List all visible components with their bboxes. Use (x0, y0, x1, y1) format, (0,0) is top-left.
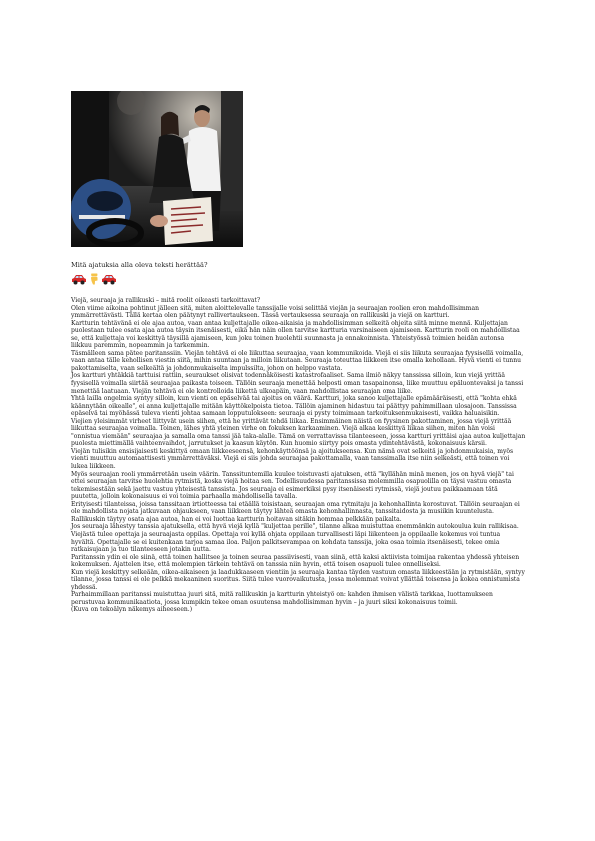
article-photo (71, 91, 243, 247)
photo-illustration (71, 91, 243, 247)
article-body (71, 297, 526, 614)
article-paragraph: Erityisesti tilanteissa, joissa tanssitaan irtiotteessa tai etäällä toisistaan, seuraajan oma rytmitaju ja kehonhallinta korostuvat. Tällöin seuraajan ei ole mahdollista nojata jatkuvaan ohjaukseen, vaan liikkeen täytyy lähteä omasta kehonhallinnasta, tanssitaidosta ja musiikin kuuntelusta. Rallikuskin täytyy osata ajaa autoa, han ei voi luottaa kartturin hoitavan sitäkin hommaa pelkkään paikalta. (71, 500, 520, 523)
article-paragraph: Kartturin tehtävänä ei ole ajaa autoa, vaan antaa kuljettajalle oikea-aikaisia ja mahdollisimman selkeitä ohjeita siitä minne mennä. Kuljettajan puolestaan tulee osata ajaa autoa täysin itsenäisesti, eikä hän näin ollen tarvitse kartturia varsinaiseen ajamiseen. Kartturin rooli on mahdollistaa se, että kuljettaja voi keskittyä täysillä ajamiseen, kun joku toinen huolehtii suunnasta ja ennakoinnista. Yhteistyössä toimien heidän autonsa liikkuu paremmin, nopeammin ja tarkemmin. (71, 319, 520, 350)
article-paragraph: Kun viejä keskittyy selkeään, oikea-aikaiseen ja laadukkaaseen vientiin ja seuraaja kantaa täyden vastuun omasta liikkeestään ja rytmistään, syntyy tilanne, jossa tanssi ei ole pelkkä mekaaninen suoritus. Siitä tulee vuorovaikutusta, jossa molemmat voivat yllättää toisensa ja kokea onnistumista yhdessä. (71, 568, 525, 591)
article-paragraph: Täsmälleen sama pätee paritanssiin. Viejän tehtävä ei ole liikuttaa seuraajaa, vaan kommunikoida. Viejä ei siis liikuta seuraajaa fyysisellä voimalla, vaan antaa tälle kehollisen viestin siitä, mihin suuntaan ja milloin liikutaan. Seuraaja toteuttaa liikkeen itse omalla kehollaan. Hyvä vienti ei tunnu pakottamiselta, vaan selkeältä ja johdonmukaiselta impulssilta, johon on helppo vastata. (71, 349, 524, 372)
article-paragraph: Jos kartturi yhtäkkiä tarttuisi rattiin, seuraukset olisivat todennäköisesti katastrofaaliset. Sama ilmiö näkyy tanssissa silloin, kun viejä yrittää fyysisellä voimalla siirtää seuraajaa paikasta toiseen. Tällöin seuraaja menettää helposti oman tasapainonsa, liike muuttuu epäluontevaksi ja tanssi menettää laatuaan. Viejän tehtävä ei ole kontrolloida liikettä ulkoapäin, vaan mahdollistaa seuraajan oma liike. (71, 372, 524, 395)
image-caption: (Kuva on tekoälyn näkemys aiheeseen.) (71, 606, 193, 614)
article-paragraph: Paritanssin ydin ei ole siinä, että toinen hallitsee ja toinen seuraa passiivisesti, vaan siinä, että kaksi aktiivista toimijaa rakentaa yhdessä yhteisen kokemuksen. Ajattelen itse, että molempien tärkein tehtävä on tanssia niin hyvin, että toisen osapuoli tulee onnelliseksi. (71, 553, 520, 569)
pointing-down-hand-icon (89, 270, 99, 282)
article-paragraph: Jos seuraaja lähestyy tanssia ajatuksella, että hyvä viejä kyllä "kuljettaa perille", tilanne alkaa muistuttaa enemmänkin autokoulua kuin rallikisaa. Viejästä tulee opettaja ja seuraajasta oppilas. Opettaja voi kyllä ohjata oppilaan turvallisesti läpi liikenteen ja oppilaalle kokemus voi tuntua hyvältä. Opettajalle se ei kuitenkaan tarjoa samaa iloa. Paljon palkitsevampaa on kohdata tanssija, joka osaa toimia itsenäisesti, tekee omia ratkaisujaan ja tuo tilanteeseen jotakin uutta. (71, 523, 519, 554)
article-paragraph: Viejien yleisimmät virheet liittyvät usein siihen, että he yrittävät tehdä liikaa. Ensimmäinen näistä on fyysinen pakottaminen, jossa viejä yrittää liikuttaa seuraajaa voimalla. Toinen, lähes yhtä yleinen virhe on fokuksen karkaaminen. Viejä alkaa keskittyä liikaa siihen, miten hän voisi "onnistua viemään" seuraajaa ja samalla oma tanssi jää taka-alalle. Tämä on verrattavissa tilanteeseen, jossa kartturi yrittäisi ajaa autoa kuljettajan puolesta miettimällä vaihteenvaihdot, jarrutukset ja kaasun käytön. Kun huomio siirtyy pois omasta ydintehtävästä, kokonaisuus kärsii. (71, 417, 526, 448)
article-paragraph: Yhtä lailla ongelmia syntyy silloin, kun vienti on epäselvää tai ajoitus on väärä. Kartturi, joka sanoo kuljettajalle epämääräisesti, että "kohta ehkä käännytään oikealle", ei anna kuljettajalle mitään käyttökelpoista tietoa. Tällöin ajaminen hidastuu tai päättyy pahimmillaan ulosajoon. Tanssissa epäselvä tai myöhässä tuleva vienti johtaa samaan lopputulokseen: seuraaja ei pysty toimimaan tarkoituksenmukaisesti, vaikka haluaisikin. (71, 395, 517, 418)
post-prompt: Mitä ajatuksia alla oleva teksti herättää? (71, 261, 208, 269)
emoji-row (71, 270, 117, 282)
article-paragraph: Olen viime aikoina pohtinut jälleen sitä, miten aloittelevalle tanssijalle voisi selittää viejän ja seuraajan roolien eron mahdollisimman ymmärrettävästi. Tällä kertaa olen päätynyt rallivertaukseen. Tässä vertauksessa seuraaja on rallikuski ja viejä on kartturi. (71, 304, 480, 320)
article-title: Viejä, seuraaja ja rallikuski – mitä roolit oikeasti tarkoittavat? (71, 297, 261, 304)
article-paragraph: Viejän tulisikin ensisijaisesti keskittyä omaan liikkeeseensä, kehonkäyttöönsä ja ajoitukseensa. Kun nämä ovat selkeitä ja johdonmukaisia, myös vienti muuttuu automaattisesti ymmärrettäväksi. Viejä ei siis johda seuraajaa pakottamalla, vaan tanssimalla itse niin selkeästi, että toinen voi lukea liikkeen. (71, 447, 514, 471)
red-car-icon (101, 270, 117, 282)
article-paragraph: Parhaimmillaan paritanssi muistuttaa juuri sitä, mitä rallikuskin ja kartturin yhteistyö on: kahden ihmisen välistä tarkkaa, luottamukseen perustuvaa kommunikaatiota, jossa kumpikin tekee oman osuutensa mahdollisimman hyvin – ja juuri siksi kokonaisuus toimii. (71, 591, 493, 606)
article-paragraph: Myös seuraajan rooli ymmärretään usein väärin. Tanssituntemilla kuulee toistuvasti ajatuksen, että "kyllähän minä menen, jos on hyvä viejä" tai ettei seuraajan tarvitse huolehtia rytmistä, koska viejä hoitaa sen. Todellisuudessa paritanssissa molemmilla osapuolilla on täysi vastuu omasta tekemisestään sekä jaettu vastuu yhteisestä tanssista. Jos seuraaja ei esimerkiksi pysy itsenäisesti rytmissä, viejä joutuu paikkaamaan tätä puutetta, jolloin kokonaisuus ei voi toimia parhaalla mahdollisella tavalla. (71, 470, 514, 501)
red-car-icon (71, 270, 87, 282)
